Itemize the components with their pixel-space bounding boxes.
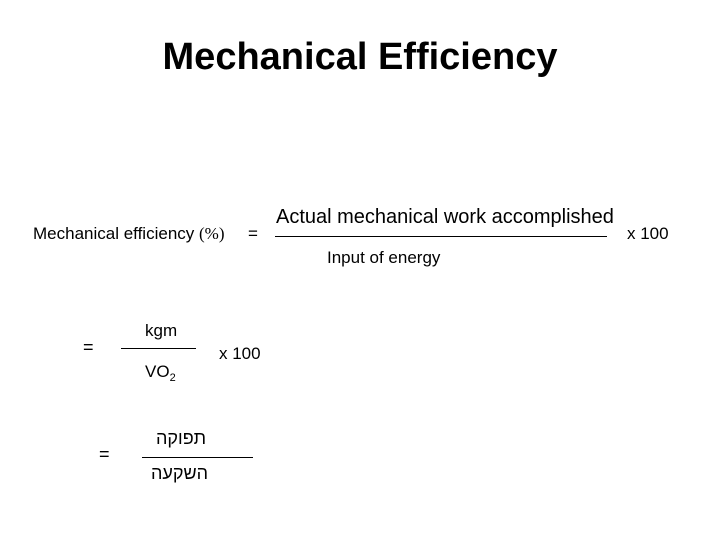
formula-3-denominator: השקעה (151, 463, 209, 483)
formula-3-equals: = (99, 444, 110, 464)
slide-title: Mechanical Efficiency (162, 36, 558, 78)
formula-1-lhs-text: Mechanical efficiency (33, 224, 199, 243)
formula-2-denominator-base: VO (145, 362, 170, 381)
formula-1-denominator: Input of energy (327, 248, 441, 267)
formula-2-denominator-subscript: 2 (169, 372, 176, 384)
formula-1-lhs (33, 224, 224, 244)
formula-1-multiplier: x 100 (627, 224, 669, 243)
formula-3-numerator: תפוקה (156, 428, 207, 448)
formula-1-lhs-unit: (%) (199, 224, 225, 243)
formula-2-fraction-bar (121, 348, 196, 349)
formula-1-equals: = (248, 224, 258, 243)
formula-3-fraction-bar (142, 457, 253, 458)
formula-2-equals: = (83, 337, 94, 357)
formula-2-numerator: kgm (145, 321, 178, 340)
formula-1-fraction-bar (275, 236, 607, 237)
formula-2-multiplier: x 100 (219, 344, 261, 363)
formula-1-numerator: Actual mechanical work accomplished (276, 206, 614, 228)
formula-2-denominator (145, 362, 176, 382)
